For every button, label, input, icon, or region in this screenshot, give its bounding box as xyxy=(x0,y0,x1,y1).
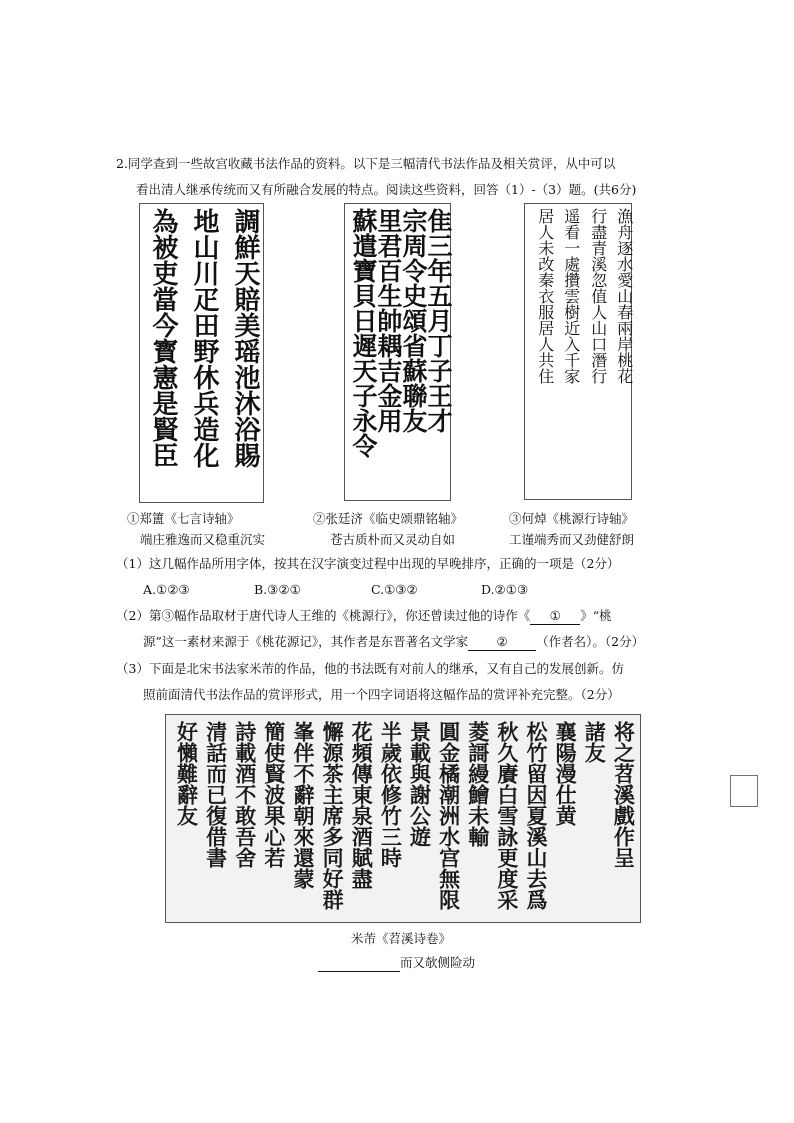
sub2-line-2 xyxy=(143,634,644,651)
mifu-column-text: 半歲依修竹三時 xyxy=(378,721,404,868)
sub2-line-1-b: 》“桃 xyxy=(580,608,612,623)
option-d: D.②①③ xyxy=(481,582,529,597)
mifu-column-text: 清話而已復借書 xyxy=(203,721,229,868)
calligraphy-column-text: 行盡青溪忽值人山口潛行 xyxy=(588,208,606,384)
work2-review: 苍古质朴而又灵动自如 xyxy=(330,532,456,547)
calligraphy-column-text: 蘇遣寶貝日遲天子永令 xyxy=(349,208,378,458)
mifu-column-text: 詩載酒不敢吾舍 xyxy=(232,721,258,868)
answer-blank-1[interactable]: ① xyxy=(530,608,580,625)
calligraphy-column-text: 漁舟逐水愛山春兩岸桃花 xyxy=(614,208,632,384)
calligraphy-column-text: 地山川疋田野休兵造化 xyxy=(189,208,219,468)
question-line-2: 看出清人继承传统而又有所融合发展的特点。阅读这些资料，回答（1）-（3）题。(共6分) xyxy=(136,182,637,197)
mifu-column-text: 景載與謝公遊 xyxy=(407,721,433,847)
work1-review: 端庄雅逸而又稳重沉实 xyxy=(140,532,266,547)
calligraphy-column-text: 調鮮天賠美瑶池沐浴賜 xyxy=(230,208,260,468)
work3-col-4 xyxy=(530,208,558,384)
mifu-column-text: 松竹留因夏溪山去爲 xyxy=(524,721,550,910)
option-a: A.①②③ xyxy=(143,582,190,597)
mifu-column-text: 簡使賢波果心若 xyxy=(261,721,287,868)
mifu-column-text: 好懶難辭友 xyxy=(174,721,200,826)
sub2-line-2-b: （作者名）。（2分） xyxy=(536,634,645,649)
mifu-column-text: 花頻傳東泉酒賦盡 xyxy=(349,721,375,889)
sub3-line-1: （3）下面是北宋书法家米芾的作品，他的书法既有对前人的继承，又有自己的发展创新。仿 xyxy=(116,661,624,676)
option-c: C.①③② xyxy=(371,582,418,597)
work3-col-3 xyxy=(556,208,584,384)
mifu-column-text: 将之苕溪戲作呈 xyxy=(611,721,637,868)
mifu-column-text: 諸友 xyxy=(582,721,608,763)
calligraphy-work-1 xyxy=(139,203,264,503)
sub1-text: （1）这几幅作品所用字体，按其在汉字演变过程中出现的早晚排序，正确的一项是（2分） xyxy=(116,556,620,571)
calligraphy-work-2 xyxy=(344,203,451,501)
calligraphy-column-text: 居人未改秦衣服居人共住 xyxy=(535,208,553,384)
mifu-column-text: 懈源茶主席多同好群 xyxy=(320,721,346,910)
calligraphy-column-text: 為被吏當今寳憲是賢臣 xyxy=(148,208,178,468)
mifu-column-text: 秋久賡白雪詠更度采 xyxy=(494,721,520,910)
work1-col-1 xyxy=(227,208,262,468)
work2-caption: ②张廷济《临史颂鼎铭轴》 xyxy=(313,511,464,526)
answer-blank-3[interactable] xyxy=(318,955,400,972)
seal-stamp xyxy=(730,775,758,807)
work1-caption: ①郑簠《七言诗轴》 xyxy=(127,511,240,526)
sub3-line-2: 照前面清代书法作品的赏评形式，用一个四字词语将这幅作品的赏评补充完整。（2分） xyxy=(143,687,620,702)
mifu-review-line xyxy=(318,955,475,972)
work3-col-1 xyxy=(609,208,637,384)
work1-col-2 xyxy=(186,208,221,468)
sub2-line-2-a: 源”这一素材来源于《桃花源记》，其作者是东晋著名文学家 xyxy=(143,634,469,649)
calligraphy-column-text: 里君百生帥耦吉金用 xyxy=(374,208,403,433)
calligraphy-column-text: 遥看一處攢雲樹近入千家 xyxy=(561,208,579,384)
sub2-line-1-a: （2）第③幅作品取材于唐代诗人王维的《桃源行》，你还曾读过他的诗作《 xyxy=(116,608,531,623)
mifu-column-text: 圓金橘潮洲水宫無限 xyxy=(436,721,462,910)
question-line-1: 2.同学查到一些故宫收藏书法作品的资料。以下是三幅清代书法作品及相关赏评，从中可以 xyxy=(116,156,616,171)
option-b: B.③②① xyxy=(254,582,301,597)
work3-caption: ③何焯《桃源行诗轴》 xyxy=(509,511,635,526)
work3-col-2 xyxy=(583,208,611,384)
work2-col-4 xyxy=(346,208,381,458)
mifu-column-text: 菱謌縵鱠未輸 xyxy=(465,721,491,847)
mifu-column-text: 峯伴不辭朝來還蒙 xyxy=(291,721,317,889)
mifu-scroll xyxy=(165,714,641,923)
mifu-caption: 米芾《苕溪诗卷》 xyxy=(351,931,452,946)
calligraphy-column-text: 隹三年五月丁子王才 xyxy=(424,208,453,433)
answer-blank-2[interactable]: ② xyxy=(468,634,536,651)
work3-review: 工谨端秀而又劲健舒朗 xyxy=(509,532,635,547)
calligraphy-work-3 xyxy=(524,203,632,500)
sub2-line-1 xyxy=(116,608,612,625)
mifu-column-text: 襄陽漫仕黄 xyxy=(553,721,579,826)
calligraphy-column-text: 宗周令史頌省蘇聯友 xyxy=(399,208,428,433)
work1-col-3 xyxy=(145,208,180,468)
mifu-review-suffix: 而又欹侧险动 xyxy=(400,955,476,970)
